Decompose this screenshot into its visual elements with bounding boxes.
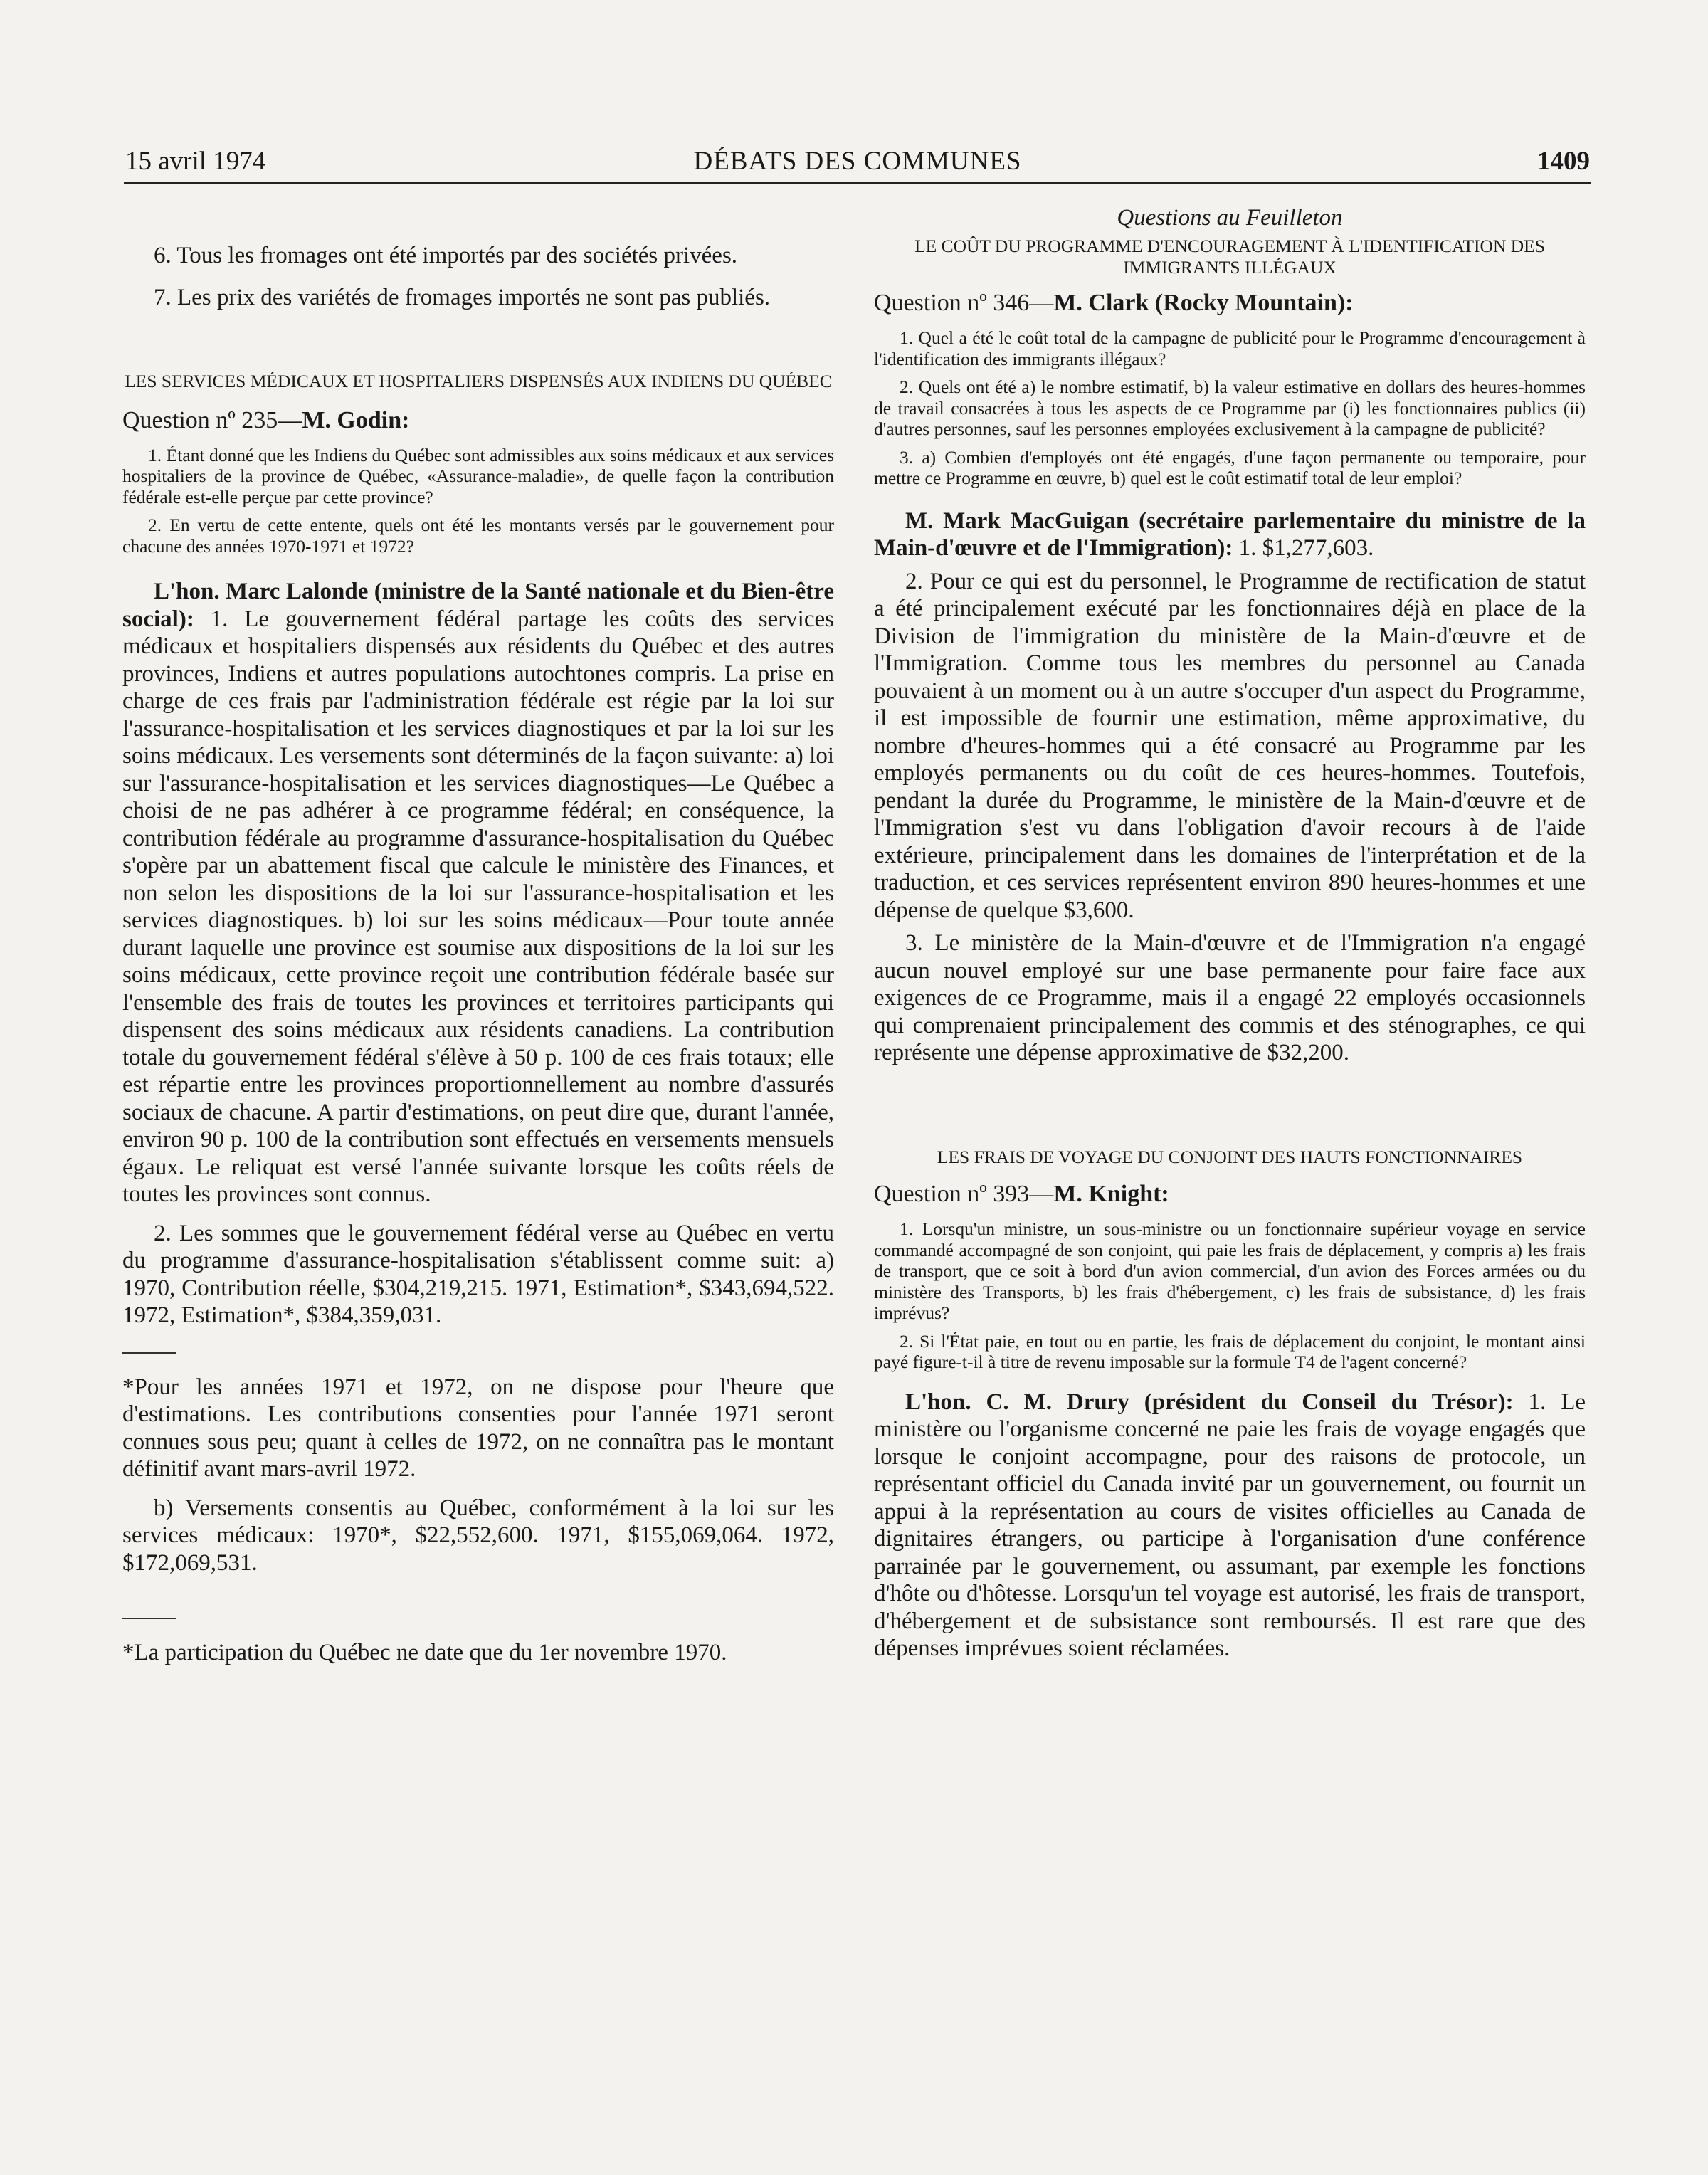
answer-235-part-1 (122, 578, 834, 1208)
page-header (125, 146, 1590, 180)
heading-question-393: LES FRAIS DE VOYAGE DU CONJOINT DES HAUTS FONCTIONNAIRES (937, 1146, 1523, 1167)
header-page-number: 1409 (1537, 147, 1590, 176)
paragraph-6: 6. Tous les fromages ont été importés par des sociétés privées. (154, 243, 738, 268)
answer-speaker: L'hon. C. M. Drury (président du Conseil du Trésor): (905, 1389, 1514, 1415)
answer-speaker: L'hon. Marc Lalonde (ministre de la Santé nationale et du Bien-être social): (122, 579, 834, 632)
question-235-part-2: 2. En vertu de cette entente, quels ont été les montants versés par le gouvernement pour chacune des années 1970-1971 et 1972? (122, 515, 834, 557)
question-393-part-2: 2. Si l'État paie, en tout ou en partie, les frais de déplacement du conjoint, le montant ainsi payé figure-t-il à titre de revenu imposable sur la formule T4 de l'agent concerné? (874, 1330, 1586, 1372)
question-number: Question nº 346— (874, 290, 1054, 316)
heading-question-346: LE COÛT DU PROGRAMME D'ENCOURAGEMENT À L'IDENTIFICATION DES IMMIGRANTS ILLÉGAUX (914, 236, 1545, 278)
question-235-title (122, 406, 834, 435)
question-393-part-1: 1. Lorsqu'un ministre, un sous-ministre ou un fonctionnaire supérieur voyage en service commandé accompagné de son conjoint, qui paie les frais de déplacement, y compris a) les frais de transport, que ce soit à bord d'un avion commercial, d'un avion des Forces armées ou du ministère des Transports, b) les frais d'hébergement, c) les frais de subsistance, d) les frais imprévus? (874, 1218, 1586, 1323)
footnote-separator (122, 1352, 176, 1354)
question-number: Question nº 393— (874, 1181, 1054, 1207)
answer-235-part-2b: b) Versements consentis au Québec, conformément à la loi sur les services médicaux: 1970*, $22,552,600. 1971, $155,069,064. 1972, $172,069,531. (122, 1495, 834, 1576)
header-date: 15 avril 1974 (125, 147, 266, 176)
answer-text: 1. Le ministère ou l'organisme concerné ne paie les frais de voyage engagés que lorsque le conjoint accompagne, pour des raisons de protocole, un représentant officiel du Canada invité par un gouvernement, ou fournit un appui à la représentation au cours de visites officielles au Canada de dignitaires étrangers, ou participe à l'organisation d'une conférence parrainée par le gouvernement, ou assumant, par exemple les fonctions d'hôte ou d'hôtesse. Lorsqu'un tel voyage est autorisé, les frais de transport, d'hébergement et de subsistance sont remboursés. Il est rare que des dépenses imprévues soient réclamées. (874, 1389, 1586, 1661)
answer-346-part-3: 3. Le ministère de la Main-d'œuvre et de l'Immigration n'a engagé aucun nouvel employé sur une base permanente pour faire face aux exigences de ce Programme, mais il a engagé 22 employés occasionnels qui comprenaient principalement des commis et des sténographes, ce qui représente une dépense approximative de $32,200. (874, 930, 1586, 1065)
footnote-separator (122, 1618, 176, 1619)
question-235-part-1: 1. Étant donné que les Indiens du Québec sont admissibles aux soins médicaux et aux services hospitaliers de la province de Québec, «Assurance-maladie», de quelle façon la contribution fédérale est-elle perçue par cette province? (122, 444, 834, 507)
left-column (122, 199, 834, 1667)
right-column (874, 199, 1586, 1663)
answer-speaker: M. Mark MacGuigan (secrétaire parlementaire du ministre de la Main-d'œuvre et de l'Immigration): (874, 507, 1586, 561)
answer-346-part-1 (874, 507, 1586, 562)
question-393-title (874, 1180, 1586, 1208)
question-346-title (874, 289, 1586, 317)
question-member: M. Clark (Rocky Mountain): (1053, 290, 1354, 316)
footnote-2: *La participation du Québec ne date que du 1er novembre 1970. (122, 1640, 727, 1665)
answer-346-part-2: 2. Pour ce qui est du personnel, le Programme de rectification de statut a été principalement exécuté par les fonctionnaires déjà en place de la Division de l'immigration du ministère de la Main-d'œuvre et de l'Immigration. Comme tous les membres du personnel au Canada pouvaient à un moment ou à un autre s'occuper d'un aspect du Programme, il est impossible de fournir une estimation, même approximative, du nombre d'heures-hommes qui a été consacré au Programme par les employés permanents ou du coût de ces heures-hommes. Toutefois, pendant la durée du Programme, le ministère de la Main-d'œuvre et de l'Immigration s'est vu dans l'obligation d'avoir recours à de l'aide extérieure, principalement dans les domaines de l'interprétation et de la traduction, et ces services représentent environ 890 heures-hommes et une dépense de quelque $3,600. (874, 568, 1586, 923)
question-member: M. Godin: (302, 406, 410, 433)
paragraph-7: 7. Les prix des variétés de fromages importés ne sont pas publiés. (154, 284, 771, 310)
footnote-1: *Pour les années 1971 et 1972, on ne dispose pour l'heure que d'estimations. Les contributions consenties pour l'année 1971 seront connues sous peu; quant à celles de 1972, on ne connaîtra pas le montant définitif avant mars-avril 1972. (122, 1374, 834, 1482)
question-346-part-1: 1. Quel a été le coût total de la campagne de publicité pour le Programme d'encouragement à l'identification des immigrants illégaux? (874, 327, 1586, 369)
answer-text: 1. Le gouvernement fédéral partage les coûts des services médicaux et hospitaliers dispensés aux résidents du Québec et des autres provinces, Indiens et autres populations autochtones compris. La prise en charge de ces frais par l'administration fédérale est régie par la loi sur l'assurance-hospitalisation et les services diagnostiques et par la loi sur les soins médicaux. Les versements sont déterminés de la façon suivante: a) loi sur l'assurance-hospitalisation et les services diagnostiques—Le Québec a choisi de ne pas adhérer à ce programme fédéral; en conséquence, la contribution fédérale au programme d'assurance-hospitalisation du Québec s'opère par un abattement fiscal que calcule le ministère des Finances, et non selon les dispositions de la loi sur l'assurance-hospitalisation et les services diagnostiques. b) loi sur les soins médicaux—Pour toute année durant laquelle une province est soumise aux dispositions de la loi sur les soins médicaux, cette province reçoit une contribution fédérale basée sur l'ensemble des frais de toutes les provinces et territoires participants qui dispensent des soins médicaux aux résidents canadiens. La contribution totale du gouvernement fédéral s'élève à 50 p. 100 de ces frais totaux; elle est répartie entre les provinces proportionnellement au nombre d'assurés sociaux de chacune. A partir d'estimations, on peut dire que, durant l'année, environ 90 p. 100 de la contribution sont effectués en versements mensuels égaux. Le reliquat est versé l'année suivante lorsque les coûts réels de toutes les provinces sont connus. (122, 606, 834, 1207)
header-rule (124, 182, 1591, 184)
question-346-part-3: 3. a) Combien d'employés ont été engagés, d'une façon permanente ou temporaire, pour mettre ce Programme en œuvre, b) quel est le coût estimatif total de leur emploi? (874, 446, 1586, 488)
header-title: DÉBATS DES COMMUNES (693, 147, 1022, 176)
section-heading: LES SERVICES MÉDICAUX ET HOSPITALIERS DISPENSÉS AUX INDIENS DU QUÉBEC (125, 371, 832, 391)
question-number: Question nº 235— (122, 406, 302, 433)
section-label: Questions au Feuilleton (1117, 205, 1343, 231)
answer-235-part-2: 2. Les sommes que le gouvernement fédéral verse au Québec en vertu du programme d'assurance-hospitalisation s'établissent comme suit: a) 1970, Contribution réelle, $304,219,215. 1971, Estimation*, $343,694,522. 1972, Estimation*, $384,359,031. (122, 1220, 834, 1328)
answer-393 (874, 1389, 1586, 1663)
question-member: M. Knight: (1053, 1181, 1169, 1207)
answer-text: 1. $1,277,603. (1233, 535, 1374, 561)
question-346-part-2: 2. Quels ont été a) le nombre estimatif, b) la valeur estimative en dollars des heures-hommes de travail consacrées à tous les aspects de ce Programme par (i) les fonctionnaires publics (ii) d'autres personnes, sauf les personnes employées exclusivement à la campagne de publicité? (874, 376, 1586, 439)
